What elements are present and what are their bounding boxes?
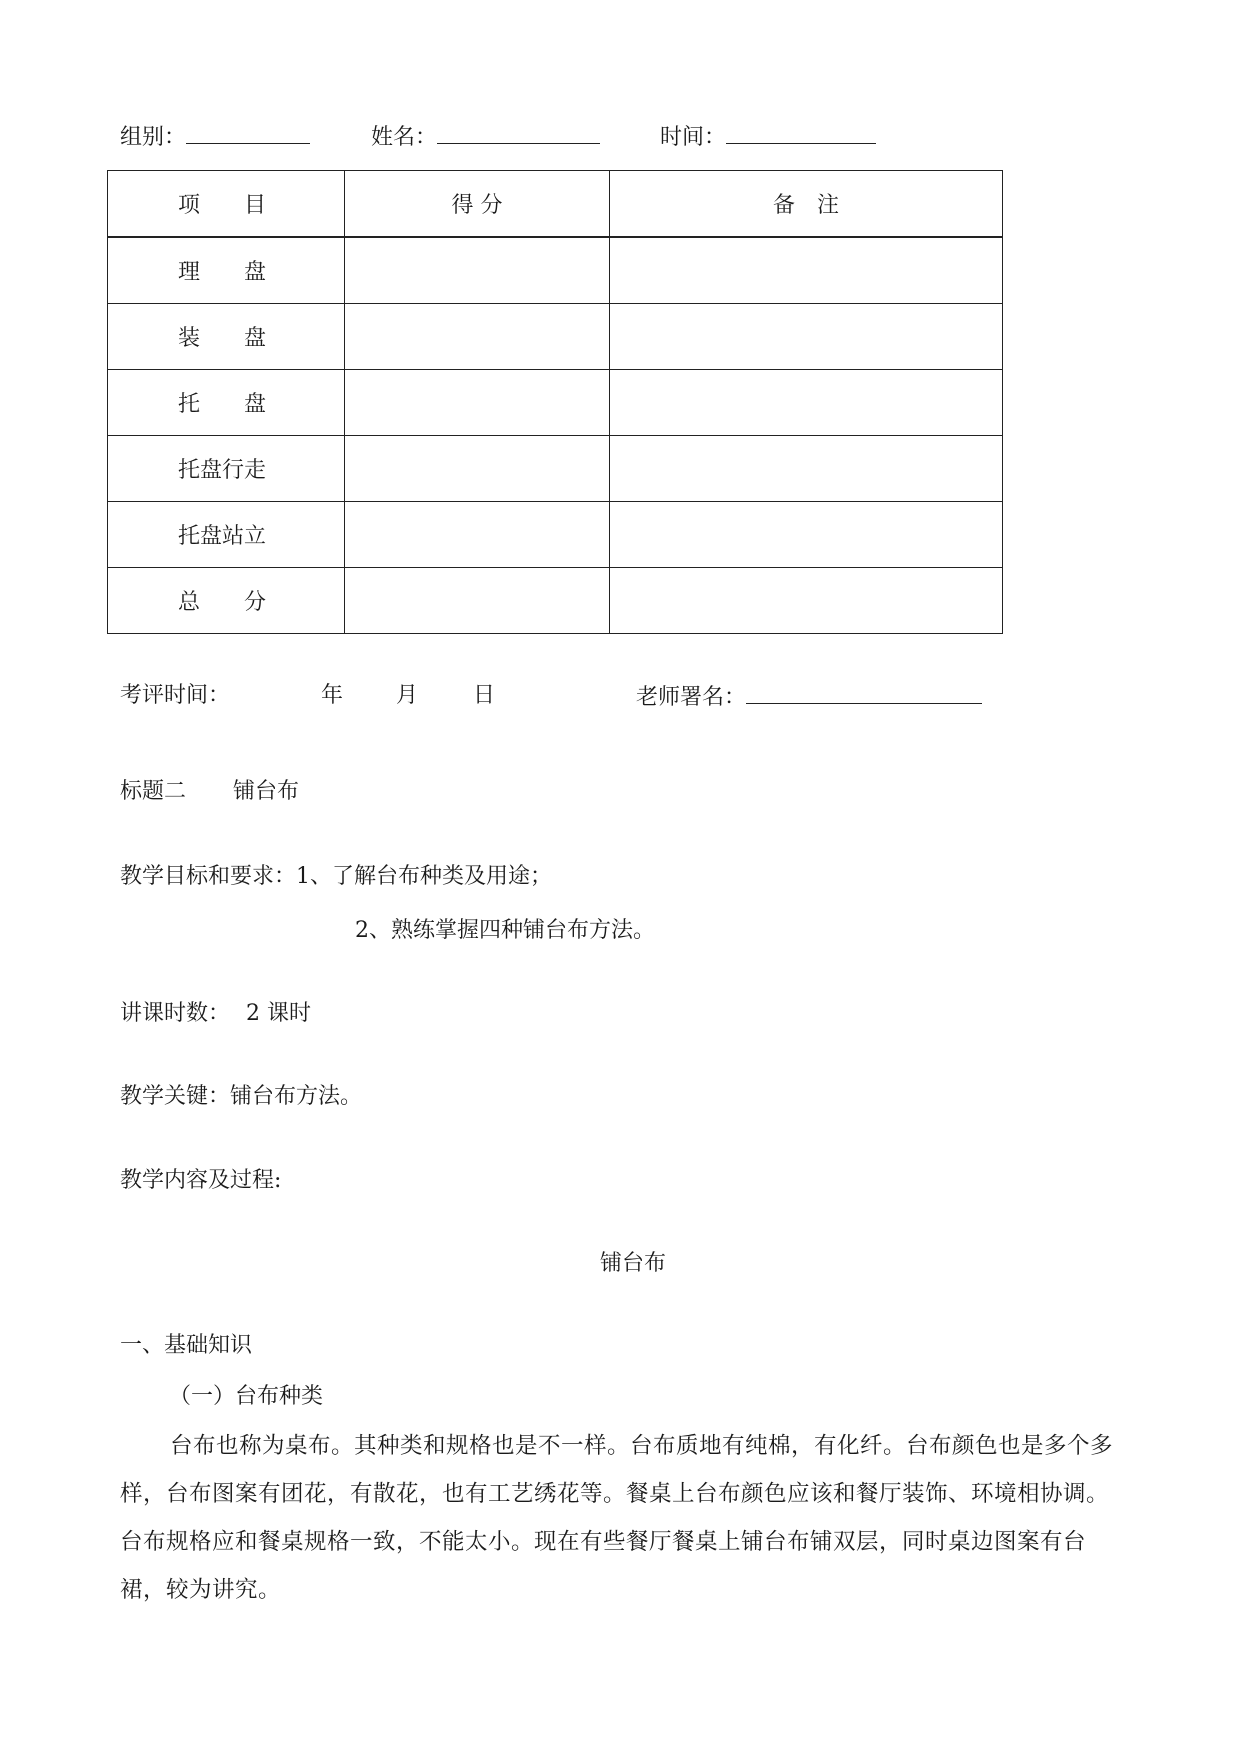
row-score[interactable] (345, 568, 610, 634)
evaluation-time-label: 考评时间： (120, 683, 231, 708)
row-item: 总 分 (108, 568, 345, 634)
evaluation-day: 日 (473, 683, 496, 708)
row-note[interactable] (610, 568, 1003, 634)
body-paragraph: 台布也称为桌布。其种类和规格也是不一样。台布质地有纯棉，有化纤。台布颜色也是多个多样，台布图案有团花，有散花，也有工艺绣花等。餐桌上台布颜色应该和餐厅装饰、环境相协调。台布规格应和餐桌规格一致，不能太小。现在有些餐厅餐桌上铺台布铺双层，同时桌边图案有台裙，较为讲究。 (120, 1433, 1114, 1603)
teacher-signature-blank[interactable] (746, 685, 982, 704)
score-table (107, 170, 1003, 634)
teacher-signature-label: 老师署名： (636, 685, 747, 710)
row-score[interactable] (345, 304, 610, 370)
goal-2: 2、熟练掌握四种铺台布方法。 (355, 918, 655, 943)
row-score[interactable] (345, 436, 610, 502)
key-line (120, 1086, 362, 1108)
row-note[interactable] (610, 502, 1003, 568)
evaluation-year: 年 (321, 683, 344, 708)
header-item: 项 目 (108, 171, 345, 238)
row-note[interactable] (610, 370, 1003, 436)
row-item: 托盘行走 (108, 436, 345, 502)
row-note[interactable] (610, 237, 1003, 304)
row-item: 托盘站立 (108, 502, 345, 568)
hours-value: 2 课时 (246, 1001, 312, 1026)
header-score: 得 分 (345, 171, 610, 238)
table-row (108, 568, 1003, 634)
section-heading: 一、基础知识 (120, 1333, 253, 1358)
group-field (120, 125, 310, 149)
hours-line (120, 1003, 311, 1025)
time-field (660, 125, 876, 149)
time-blank[interactable] (726, 125, 876, 144)
table-row (108, 436, 1003, 502)
table-row (108, 237, 1003, 304)
table-row (108, 304, 1003, 370)
lesson-title-label: 标题二 (120, 779, 187, 804)
content-center-title: 铺台布 (600, 1251, 667, 1276)
row-note[interactable] (610, 436, 1003, 502)
evaluation-month: 月 (396, 683, 419, 708)
table-row (108, 502, 1003, 568)
goal-1: 1、了解台布种类及用途； (296, 864, 553, 889)
row-score[interactable] (345, 237, 610, 304)
goals-line-1 (120, 866, 552, 888)
time-label: 时间： (660, 125, 727, 150)
row-item: 装 盘 (108, 304, 345, 370)
goals-label: 教学目标和要求： (120, 864, 297, 889)
hours-label: 讲课时数： (120, 1001, 231, 1026)
subsection-heading: （一）台布种类 (169, 1384, 324, 1409)
row-item: 理 盘 (108, 237, 345, 304)
teacher-signature-field (636, 685, 982, 709)
lesson-title-value: 铺台布 (233, 779, 300, 804)
header-note: 备 注 (610, 171, 1003, 238)
group-label: 组别： (120, 125, 187, 150)
table-header-row (108, 171, 1003, 238)
key-label: 教学关键： (120, 1084, 231, 1109)
row-score[interactable] (345, 370, 610, 436)
row-score[interactable] (345, 502, 610, 568)
name-label: 姓名： (371, 125, 438, 150)
name-field (371, 125, 600, 149)
row-note[interactable] (610, 304, 1003, 370)
process-label: 教学内容及过程: (120, 1168, 282, 1193)
name-blank[interactable] (437, 125, 600, 144)
row-item: 托 盘 (108, 370, 345, 436)
group-blank[interactable] (186, 125, 310, 144)
table-row (108, 370, 1003, 436)
key-value: 铺台布方法。 (230, 1084, 363, 1109)
